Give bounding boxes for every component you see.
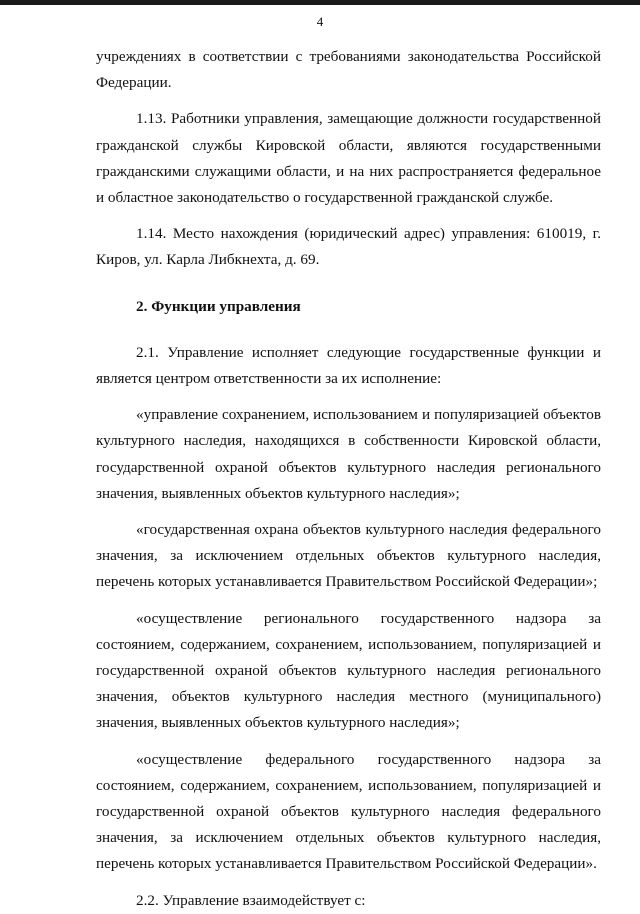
section-title: 2. Функции управления	[136, 297, 301, 315]
document-body	[96, 44, 601, 914]
paragraph-2-2: 2.2. Управление взаимодействует с:	[136, 891, 366, 909]
scan-top-border	[0, 0, 640, 5]
function-item-3: «осуществление регионального государственного надзора за состоянием, содержанием, сохранением, использованием, популяризацией и государственной охраной объектов культурного наследия регионального значения, объектов культурного наследия местного (муниципального) значения, выявленных объектов культурного наследия»;	[96, 609, 601, 732]
paragraph-2-1: 2.1. Управление исполняет следующие государственные функции и является центром ответственности за их исполнение:	[96, 343, 601, 388]
paragraph-1-14: 1.14. Место нахождения (юридический адрес) управления: 610019, г. Киров, ул. Карла Либкнехта, д. 69.	[96, 225, 601, 269]
paragraph-1-13: 1.13. Работники управления, замещающие должности государственной гражданской службы Кировской области, являются государственными гражданскими служащими области, и на них распространяется федеральное и областное законодательство о государственной гражданской службе.	[96, 110, 601, 207]
paragraph-continuation: учреждениях в соответствии с требованиями законодательства Российской Федерации.	[96, 48, 601, 92]
function-item-4: «осуществление федерального государственного надзора за состоянием, содержанием, сохранением, использованием, популяризацией и государственной охраной объектов культурного наследия федерального значения, за исключением отдельных объектов культурного наследия, перечень которых устанавливается Правительством Российской Федерации».	[96, 750, 601, 873]
page-number: 4	[316, 14, 324, 29]
function-item-1: «управление сохранением, использованием и популяризацией объектов культурного наследия, находящихся в собственности Кировской области, государственной охраной объектов культурного наследия регионального значения, выявленных объектов культурного наследия»;	[96, 406, 601, 502]
function-item-2: «государственная охрана объектов культурного наследия федерального значения, за исключением отдельных объектов культурного наследия, перечень которых устанавливается Правительством Российской Федерации»;	[96, 521, 601, 591]
